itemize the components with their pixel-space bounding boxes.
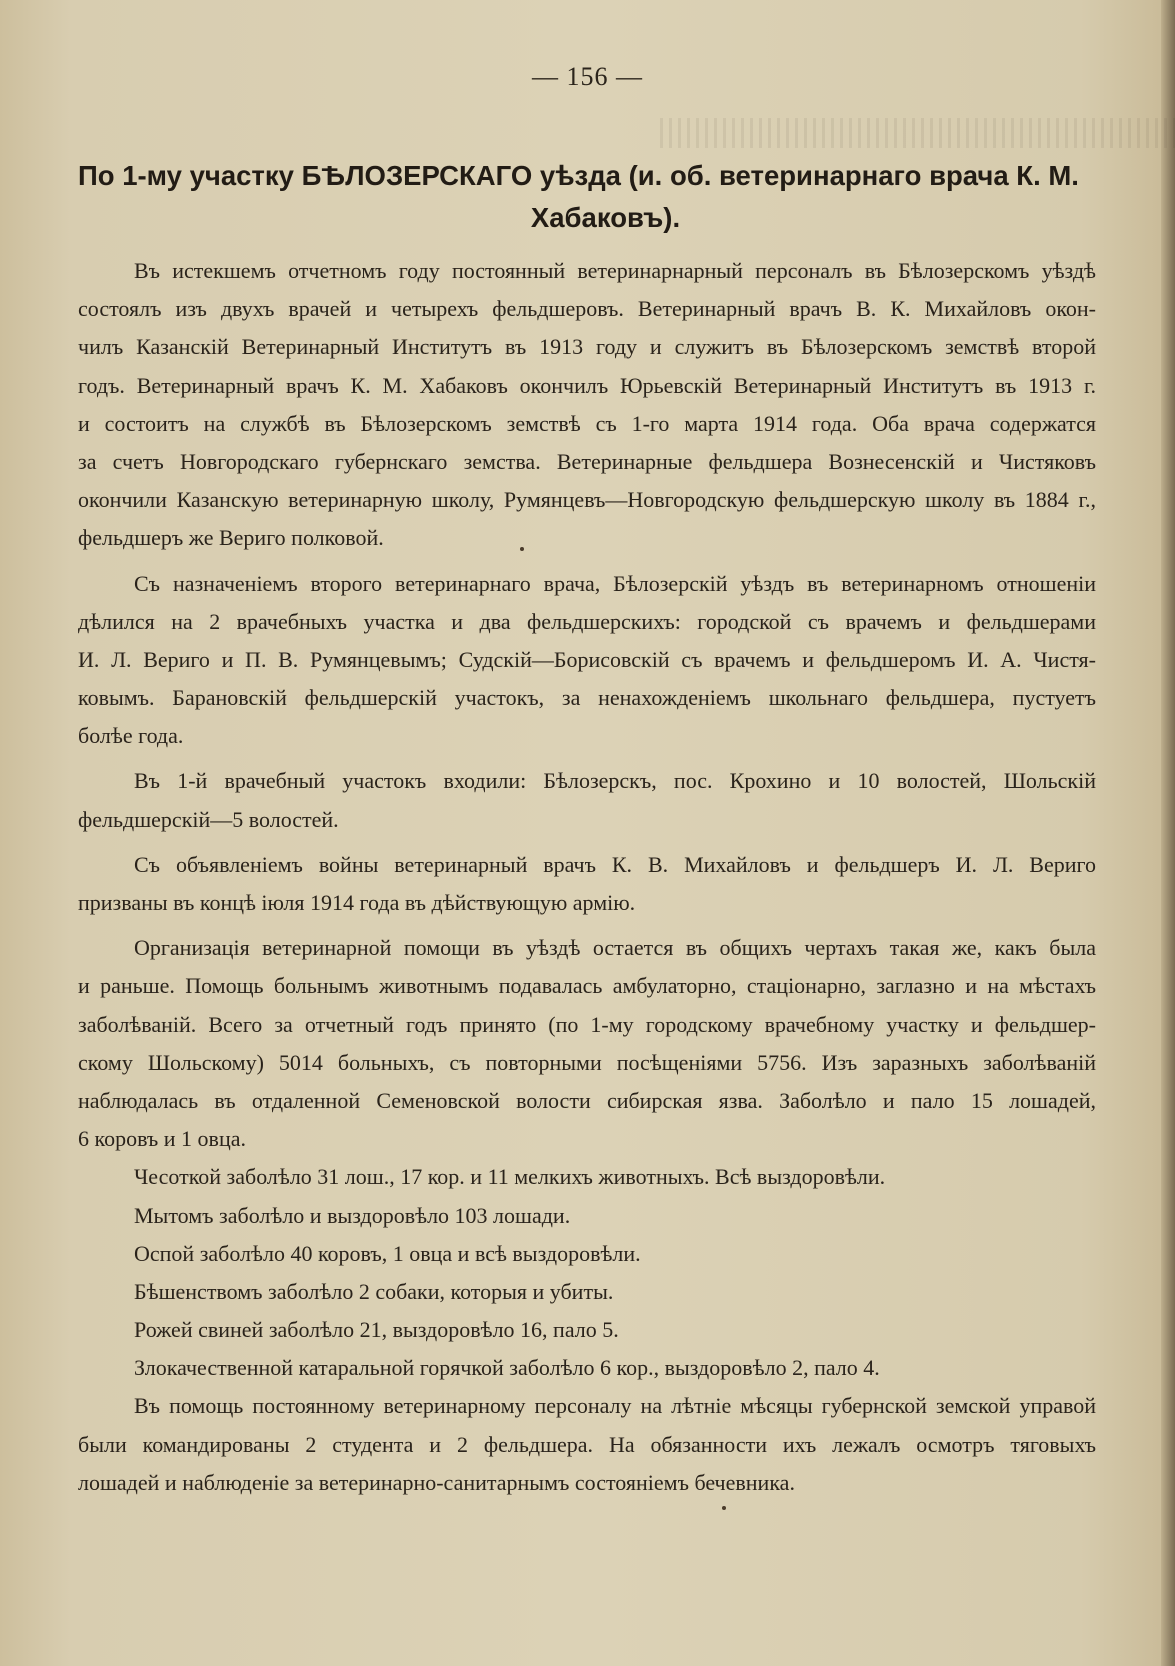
text-line: Въ 1-й врачебный участокъ входили: Бѣлозерскъ, пос. Крохино и 10 волостей, Шольскій bbox=[134, 768, 1096, 794]
text-line: заболѣваній. Всего за отчетный годъ принято (по 1-му городскому врачебному участку и фельдшер- bbox=[78, 1011, 1096, 1037]
text-line: Бѣшенствомъ заболѣло 2 собаки, которыя и убиты. bbox=[134, 1278, 614, 1304]
text-line: фельдшерскій—5 волостей. bbox=[78, 806, 339, 832]
text-line: Съ назначеніемъ второго ветеринарнаго врача, Бѣлозерскій уѣздъ въ ветеринарномъ отношеніи bbox=[134, 570, 1096, 596]
text-line: Организація ветеринарной помощи въ уѣздѣ остается въ общихъ чертахъ такая же, какъ была bbox=[134, 935, 1096, 961]
text-line: Въ истекшемъ отчетномъ году постоянный ветеринарнарный персоналъ въ Бѣлозерскомъ уѣздѣ bbox=[134, 258, 1096, 283]
text-line: И. Л. Вериго и П. В. Румянцевымъ; Судскій—Борисовскій съ врачемъ и фельдшеромъ И. А. Чистя- bbox=[78, 646, 1096, 672]
text-line: состоялъ изъ двухъ врачей и четырехъ фельдшеровъ. Ветеринарный врачъ В. К. Михайловъ окон- bbox=[78, 296, 1096, 322]
text-line: Мытомъ заболѣло и выздоровѣло 103 лошади. bbox=[134, 1202, 571, 1228]
text-line: Чесоткой заболѣло 31 лош., 17 кор. и 11 мелкихъ животныхъ. Всѣ выздоровѣли. bbox=[134, 1164, 886, 1190]
paper-speck bbox=[722, 1506, 726, 1510]
text-line: болѣе года. bbox=[78, 723, 184, 749]
text-line: Рожей свиней заболѣло 21, выздоровѣло 16, пало 5. bbox=[134, 1317, 619, 1343]
text-line: и состоитъ на службѣ въ Бѣлозерскомъ земствѣ съ 1-го марта 1914 года. Оба врача содержатся bbox=[78, 410, 1096, 436]
text-line: годъ. Ветеринарный врачъ К. М. Хабаковъ окончилъ Юрьевскій Ветеринарный Институтъ въ 1913 г. bbox=[78, 372, 1096, 398]
text-line: и раньше. Помощь больнымъ животнымъ подавалась амбулаторно, стаціонарно, заглазно и на мѣстахъ bbox=[78, 973, 1096, 999]
page-edge-shadow bbox=[1161, 0, 1175, 1666]
text-line: окончили Казанскую ветеринарную школу, Румянцевъ—Новгородскую фельдшерскую школу въ 1884 г., bbox=[78, 487, 1096, 513]
text-line: фельдшеръ же Вериго полковой. bbox=[78, 525, 384, 551]
show-through-text bbox=[660, 118, 1175, 148]
text-line: лошадей и наблюденіе за ветеринарно-санитарнымъ состояніемъ бечевника. bbox=[78, 1469, 795, 1495]
text-line: Злокачественной катаральной горячкой заболѣло 6 кор., выздоровѣло 2, пало 4. bbox=[134, 1355, 880, 1381]
text-line: Съ объявленіемъ войны ветеринарный врачъ К. В. Михайловъ и фельдшеръ И. Л. Вериго bbox=[134, 851, 1096, 877]
text-line: чилъ Казанскій Ветеринарный Институтъ въ 1913 году и служитъ въ Бѣлозерскомъ земствѣ второй bbox=[78, 334, 1096, 360]
text-line: скому Шольскому) 5014 больныхъ, съ повторными посѣщеніями 5756. Изъ заразныхъ заболѣваній bbox=[78, 1049, 1096, 1075]
heading-line-2: Хабаковъ). bbox=[530, 202, 681, 233]
text-line: за счетъ Новгородскаго губернскаго земства. Ветеринарные фельдшера Вознесенскій и Чистяковъ bbox=[78, 448, 1096, 474]
text-line: наблюдалась въ отдаленной Семеновской волости сибирская язва. Заболѣло и пало 15 лошадей, bbox=[78, 1087, 1096, 1113]
text-line: ковымъ. Барановскій фельдшерскій участокъ, за ненахожденіемъ школьнаго фельдшера, пустуетъ bbox=[78, 685, 1096, 711]
text-line: призваны въ концѣ іюля 1914 года въ дѣйствующую армію. bbox=[78, 890, 636, 915]
page-number: — 156 — bbox=[532, 62, 643, 91]
heading-line-1: По 1-му участку БѢЛОЗЕРСКАГО уѣзда (и. об. ветеринарнаго врача К. М. bbox=[78, 160, 1079, 191]
section-heading bbox=[78, 155, 1078, 239]
body-text bbox=[78, 252, 1096, 1502]
text-line: 6 коровъ и 1 овца. bbox=[78, 1126, 246, 1152]
text-line: дѣлился на 2 врачебныхъ участка и два фельдшерскихъ: городской съ врачемъ и фельдшерами bbox=[78, 608, 1096, 634]
text-line: Въ помощь постоянному ветеринарному персоналу на лѣтніе мѣсяцы губернской земской управой bbox=[134, 1393, 1096, 1419]
text-line: Оспой заболѣло 40 коровъ, 1 овца и всѣ выздоровѣли. bbox=[134, 1240, 641, 1266]
paper-speck bbox=[520, 547, 524, 551]
text-line: были командированы 2 студента и 2 фельдшера. На обязанности ихъ лежалъ осмотръ тяговыхъ bbox=[78, 1431, 1096, 1457]
